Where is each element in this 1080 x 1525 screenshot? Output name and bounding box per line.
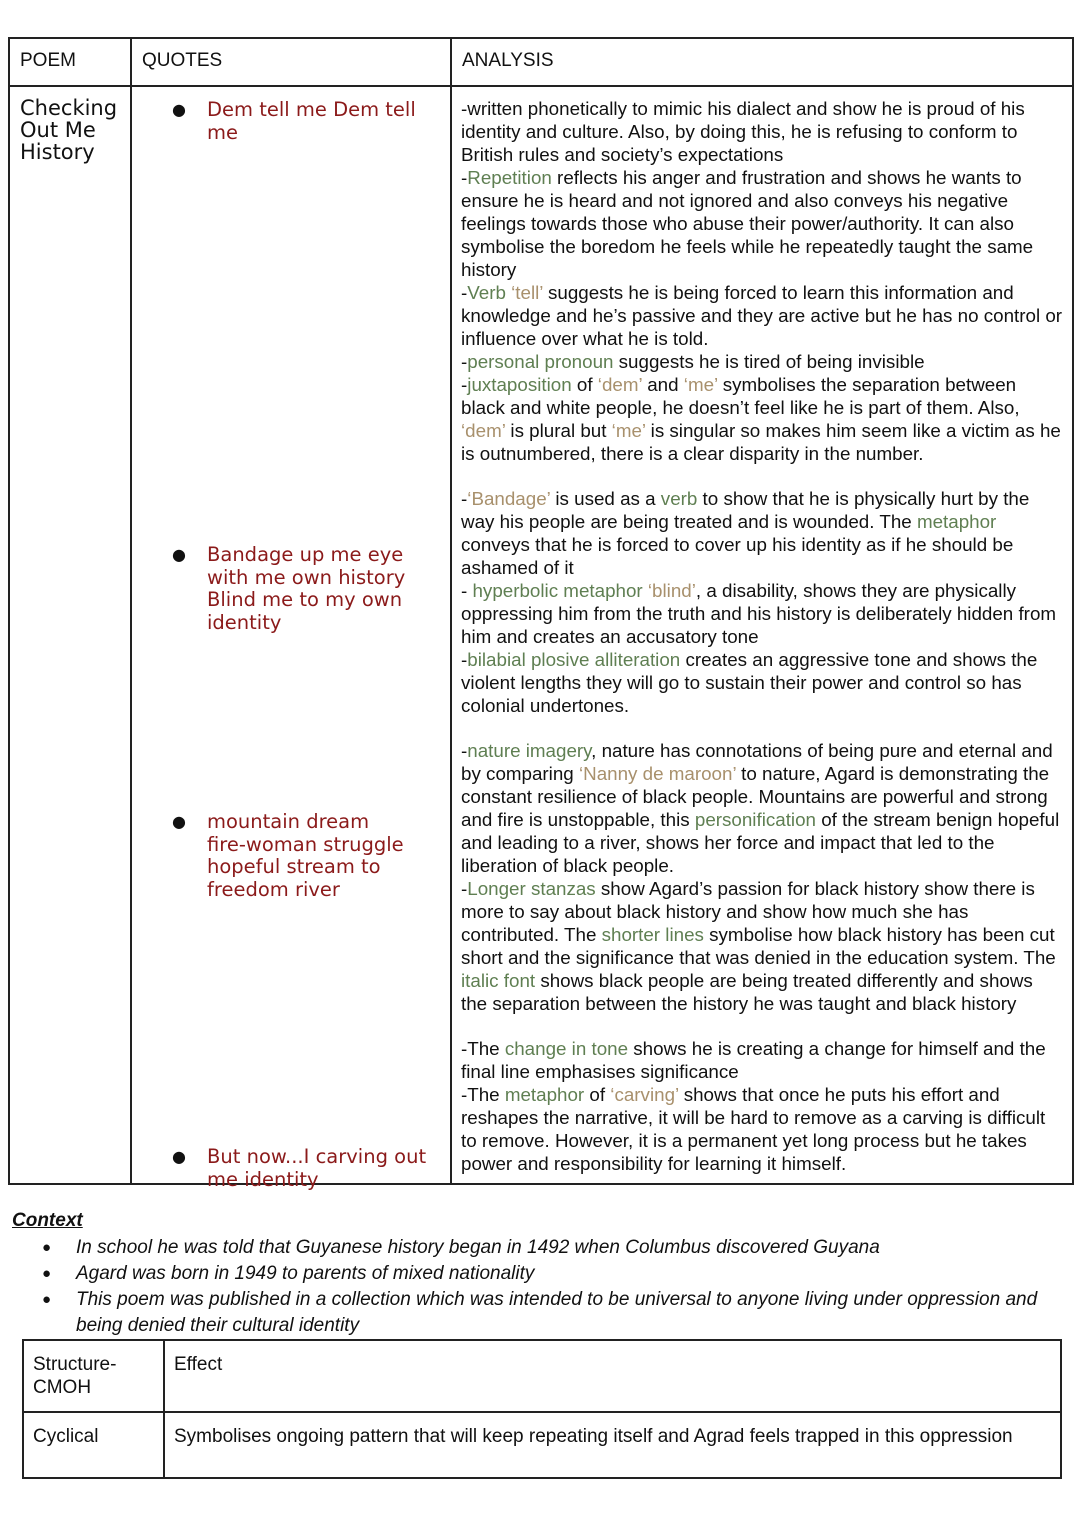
analysis-section-2: -‘Bandage’ is used as a verb to show that he is physically hurt by the way his people are being treated and is wounded. The metaphor conveys that he is forced to cover up his identity as if he should be ashamed of it - hyperbolic metaphor ‘blind’, a disability, shows they are physically oppressing him from the truth and his history is deliberately hidden from him and creates an accusatory tone -bilabial plosive alliteration creates an aggressive tone and shows the violent lengths they will go to sustain their power and control so has colonial undertones. [461, 488, 1057, 716]
structure-header-row [23, 1340, 1061, 1412]
bullet-icon: ● [172, 100, 186, 119]
list-item: ● Agard was born in 1949 to parents of mixed nationality [76, 1261, 1072, 1287]
quotes-cell [131, 86, 451, 1191]
poem-title: Checking Out Me History [9, 86, 131, 1184]
bullet-icon: ● [42, 1291, 52, 1308]
bullet-icon: ● [172, 812, 186, 831]
bullet-icon: ● [42, 1239, 52, 1256]
effect-header: Effect [164, 1340, 1061, 1412]
list-item: ● In school he was told that Guyanese history began in 1492 when Columbus discovered Guyana [76, 1235, 1072, 1261]
table-row [23, 1412, 1061, 1478]
quotes-header: QUOTES [131, 38, 451, 86]
quote-item: ● mountain dream fire-woman struggle hopeful stream to freedom river [172, 810, 404, 901]
bullet-icon: ● [172, 545, 186, 564]
table-header-row [9, 38, 1073, 86]
bullet-icon: ● [42, 1265, 52, 1282]
context-title: Context [12, 1210, 83, 1231]
quote-item: ● But now...I carving out me identity [172, 1145, 427, 1191]
structure-type: Cyclical [23, 1412, 164, 1478]
analysis-header: ANALYSIS [451, 38, 1073, 86]
poem-header: POEM [9, 38, 131, 86]
analysis-cell [451, 86, 1073, 1184]
bullet-icon: ● [172, 1147, 186, 1166]
structure-header: Structure- CMOH [23, 1340, 164, 1412]
analysis-section-3: -nature imagery, nature has connotations of being pure and eternal and by comparing ‘Nanny de maroon’ to nature, Agard is demonstrating the constant resilience of black people. Mountains are powerful and strong and fire is unstoppable, this personification of the stream benign hopeful and leading to a river, shows her force and impact that led to the liberation of black people. -Longer stanzas show Agard’s passion for black history show there is more to say about black history and show how much she has contributed. The shorter lines symbolise how black history has been cut short and the significance that was denied in the education system. The italic font shows black people are being treated differently and shows the separation between the history he was taught and black history [461, 740, 1060, 1014]
context-section [12, 1210, 1072, 1339]
context-list [12, 1235, 1072, 1339]
analysis-section-4: -The change in tone shows he is creating a change for himself and the final line emphasises significance -The metaphor of ‘carving’ shows that once he puts his effort and reshapes the narrative, it will be hard to remove as a carving is difficult to remove. However, it is a permanent yet long process but he takes power and responsibility for learning it himself. [461, 1038, 1046, 1174]
list-item: ● This poem was published in a collection which was intended to be universal to anyone living under oppression and being denied their cultural identity [42, 1289, 1038, 1336]
table-row [9, 86, 1073, 1184]
structure-table [22, 1339, 1062, 1479]
structure-effect: Symbolises ongoing pattern that will keep repeating itself and Agrad feels trapped in this oppression [164, 1412, 1061, 1478]
quote-item: ● Bandage up me eye with me own history Blind me to my own identity [172, 543, 406, 634]
analysis-table [8, 37, 1074, 1191]
quote-item: ● Dem tell me Dem tell me [172, 98, 416, 144]
analysis-section-1: -written phonetically to mimic his dialect and show he is proud of his identity and culture. Also, by doing this, he is refusing to conform to British rules and society’s expectations -Repetition reflects his anger and frustration and shows he wants to ensure he is heard and not ignored and also conveys his negative feelings towards those who abuse their power/authority. It can also symbolise the boredom he feels while he repeatedly taught the same history -Verb ‘tell’ suggests he is being forced to learn this information and knowledge and he’s passive and they are active but he has no control or influence over what he is told. -personal pronoun suggests he is tired of being invisible -juxtaposition of ‘dem’ and ‘me’ symbolises the separation between black and white people, he doesn’t feel like he is part of them. Also, ‘dem’ is plural but ‘me’ is singular so makes him seem like a victim as he is outnumbered, there is a clear disparity in the number. [461, 98, 1063, 464]
